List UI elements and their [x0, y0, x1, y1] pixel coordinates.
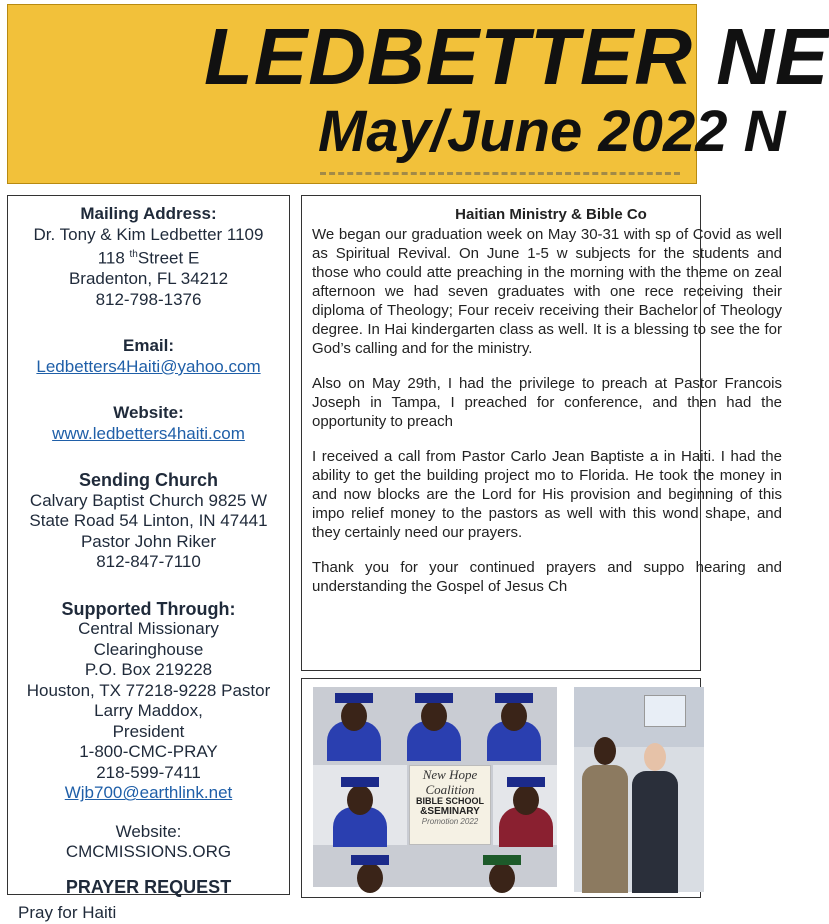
- seminary-logo: New Hope Coalition BIBLE SCHOOL &SEMINARY Promotion 2022: [409, 765, 491, 845]
- contact-sidebar: [7, 195, 290, 923]
- article-paragraph-3: I received a call from Pastor Carlo Jean Baptiste a in Haiti. I had the ability to get the building project mo to Florida. He took the money in and now blocks are the Lord for His provision and beginning of this impo relief money to the pastors as well with this wond shape, and they certainly need our prayers.: [312, 448, 782, 541]
- website-heading: Website:: [113, 403, 184, 423]
- mailing-phone: 812-798-1376: [95, 289, 202, 309]
- supported-line1: Central Missionary: [78, 619, 219, 639]
- church-line2: State Road 54 Linton, IN 47441: [29, 511, 268, 531]
- mailing-name: Dr. Tony & Kim Ledbetter 1109: [33, 224, 264, 244]
- website2-url: CMCMISSIONS.ORG: [65, 842, 232, 862]
- supported-heading: Supported Through:: [61, 598, 236, 619]
- pastors-photo: [574, 687, 704, 892]
- email-heading: Email:: [122, 336, 175, 356]
- prayer-text: Pray for Haiti: [18, 903, 117, 923]
- mailing-heading: Mailing Address:: [80, 204, 217, 223]
- website2-heading: Website:: [115, 821, 182, 841]
- banner-divider: [320, 172, 680, 181]
- ministry-article: [301, 195, 782, 671]
- supported-line5: Larry Maddox,: [94, 701, 203, 721]
- church-pastor: Pastor John Riker: [80, 531, 217, 551]
- sending-church-heading: Sending Church: [79, 470, 218, 491]
- supported-line2: Clearinghouse: [93, 639, 204, 659]
- article-paragraph-4: Thank you for your continued prayers and suppo hearing and understanding the Gospel of Jesus Ch: [312, 559, 782, 595]
- supported-line8: 218-599-7411: [96, 762, 201, 782]
- church-phone: 812-847-7110: [96, 552, 201, 572]
- church-line1: Calvary Baptist Church 9825 W: [29, 490, 268, 510]
- newsletter-banner: [7, 4, 829, 184]
- street-name: Street E: [137, 248, 200, 268]
- newsletter-issue: May/June 2022 N: [318, 99, 786, 164]
- article-paragraph-1: We began our graduation week on May 30-31 with sp of Covid as well as Spiritual Revival. On June 1-5 w subjects for the students and those who could atte preaching in the morning with the theme on zeal afternoon we had seven graduates with one rece receiving their diploma of Theology; Four receiv receiving their Bachelor of Theology degree. In Hai kindergarten class as well. It is a blessing to see the for God’s calling and for the ministry.: [312, 226, 782, 357]
- email-link[interactable]: Ledbetters4Haiti@yahoo.com: [36, 356, 261, 376]
- street-number: 118: [97, 248, 125, 268]
- graduation-collage: [313, 687, 557, 887]
- prayer-heading: PRAYER REQUEST: [65, 876, 232, 897]
- photo-section: [301, 678, 701, 898]
- supported-line7: 1-800-CMC-PRAY: [79, 742, 218, 762]
- supported-line3: P.O. Box 219228: [84, 660, 213, 680]
- mailing-street: [8, 245, 289, 269]
- supported-line4: Houston, TX 77218-9228 Pastor: [26, 680, 271, 700]
- newsletter-title: LEDBETTER NE: [204, 12, 829, 101]
- article-paragraph-2: Also on May 29th, I had the privilege to preach at Pastor Francois Joseph in Tampa, I preached for conference, and then had the opportunity to preach: [312, 375, 782, 430]
- supported-email-link[interactable]: Wjb700@earthlink.net: [64, 783, 233, 803]
- street-suffix: th: [129, 249, 138, 260]
- mailing-city: Bradenton, FL 34212: [68, 269, 229, 289]
- article-title: Haitian Ministry & Bible Co: [455, 206, 647, 223]
- supported-line6: President: [112, 721, 185, 741]
- website-link[interactable]: www.ledbetters4haiti.com: [52, 423, 245, 443]
